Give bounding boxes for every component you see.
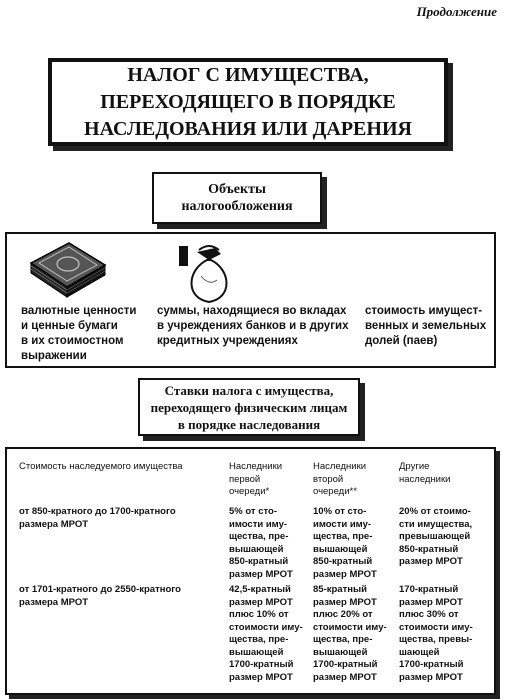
rate-line: размер МРОТ <box>229 671 293 683</box>
rate-line: размер МРОТ <box>229 568 293 580</box>
object-line: в их стоимостном <box>21 335 124 347</box>
rate-line: размер МРОТ <box>229 596 293 608</box>
row-2-first-heirs-rate <box>229 584 303 684</box>
rate-line: 10% от сто- <box>313 506 367 517</box>
objects-title-line: налогообложения <box>181 199 293 214</box>
object-currency-securities <box>21 304 136 364</box>
rate-line: вышающей <box>229 646 284 658</box>
rate-line: плюс 20% от <box>313 609 373 620</box>
rates-title-line: переходящего физическим лицам <box>150 399 348 415</box>
object-line: в учреждениях банков и в других <box>157 320 349 332</box>
header-line: очереди* <box>229 486 270 497</box>
row-1-range <box>19 506 176 531</box>
objects-panel <box>5 232 496 368</box>
header-line: наследники <box>399 473 451 485</box>
rate-line: 5% от сто- <box>229 506 278 517</box>
rate-line: размер МРОТ <box>313 568 377 580</box>
rate-line: щества, превы- <box>399 634 473 645</box>
range-line: размера МРОТ <box>19 596 89 608</box>
rate-line: стоимости иму- <box>313 621 387 633</box>
rate-line: 1700-кратный <box>399 659 464 670</box>
header-line: Другие <box>399 461 430 472</box>
row-2-other-heirs-rate <box>399 584 473 684</box>
rate-line: шающей <box>399 646 440 658</box>
main-title-line: НАСЛЕДОВАНИЯ ИЛИ ДАРЕНИЯ <box>84 117 412 140</box>
rates-table <box>5 447 496 695</box>
money-bag-icon <box>177 236 241 306</box>
main-title <box>48 58 448 146</box>
object-line: суммы, находящиеся во вкладах <box>157 305 347 317</box>
rate-line: плюс 30% от <box>399 609 459 620</box>
main-title-line: ПЕРЕХОДЯЩЕГО В ПОРЯДКЕ <box>100 90 396 113</box>
rate-line: стоимости иму- <box>399 621 473 633</box>
object-line: выражении <box>21 350 87 362</box>
object-line: и ценные бумаги <box>21 320 118 332</box>
object-property-shares <box>365 304 486 349</box>
rate-line: 850-кратный <box>313 556 373 567</box>
rate-line: 850-кратный <box>229 556 289 567</box>
rates-title <box>138 378 360 436</box>
object-line: стоимость имущест- <box>365 305 483 317</box>
rate-line: стоимости иму- <box>229 621 303 633</box>
rate-line: сти имущества, <box>399 518 473 530</box>
rate-line: вышающей <box>313 646 368 658</box>
header-property-value <box>19 461 183 474</box>
row-2-second-heirs-rate <box>313 584 387 684</box>
rate-line: размер МРОТ <box>313 671 377 683</box>
rate-line: размер МРОТ <box>313 596 377 608</box>
rate-line: щества, пре- <box>229 531 289 542</box>
rate-line: размер МРОТ <box>399 556 463 567</box>
row-1-second-heirs-rate <box>313 506 377 581</box>
row-1-first-heirs-rate <box>229 506 293 581</box>
rate-line: 170-кратный <box>399 584 459 595</box>
range-line: размера МРОТ <box>19 518 89 530</box>
object-line: долей (паев) <box>365 335 438 347</box>
object-line: венных и земельных <box>365 320 487 332</box>
header-other-heirs <box>399 461 450 486</box>
rate-line: 850-кратный <box>399 543 459 555</box>
rates-title-line: Ставки налога с имущества, <box>164 382 334 398</box>
rate-line: 1700-кратный <box>313 659 378 670</box>
rate-line: щества, пре- <box>229 634 289 645</box>
header-line: Наследники <box>313 461 367 472</box>
rate-line: щества, пре- <box>313 531 373 542</box>
continuation-label: Продолжение <box>416 4 497 19</box>
main-title-line: НАЛОГ С ИМУЩЕСТВА, <box>127 63 369 86</box>
rate-line: щества, пре- <box>313 634 373 645</box>
rates-title-line: в порядке наследования <box>177 416 321 432</box>
rate-line: вышающей <box>229 543 284 555</box>
range-line: от 1701-кратного до 2550-кратного <box>19 584 181 595</box>
rate-line: 42,5-кратный <box>229 584 291 595</box>
range-line: от 850-кратного до 1700-кратного <box>19 506 176 517</box>
objects-title-line: Объекты <box>208 182 266 197</box>
object-line: кредитных учреждениях <box>157 335 298 347</box>
rate-line: вышающей <box>313 543 368 555</box>
rate-line: 20% от стоимо- <box>399 506 471 517</box>
object-bank-deposits <box>157 304 348 349</box>
header-line: Наследники <box>229 461 283 472</box>
money-stack-icon <box>29 241 107 299</box>
rate-line: плюс 10% от <box>229 609 289 620</box>
rate-line: имости иму- <box>313 518 372 530</box>
rate-line: 85-кратный <box>313 584 367 595</box>
row-1-other-heirs-rate <box>399 506 472 569</box>
object-line: валютные ценности <box>21 305 137 317</box>
header-first-heirs <box>229 461 282 499</box>
header-line: Стоимость наследуемого имущества <box>19 461 183 472</box>
rate-line: 1700-кратный <box>229 659 294 670</box>
rate-line: превышающей <box>399 531 471 542</box>
header-line: очереди** <box>313 486 357 497</box>
header-line: первой <box>229 473 261 485</box>
rate-line: имости иму- <box>229 518 288 530</box>
header-second-heirs <box>313 461 366 499</box>
rate-line: размер МРОТ <box>399 671 463 683</box>
row-2-range <box>19 584 181 609</box>
rate-line: размер МРОТ <box>399 596 463 608</box>
objects-title <box>152 172 322 224</box>
header-line: второй <box>313 473 344 485</box>
